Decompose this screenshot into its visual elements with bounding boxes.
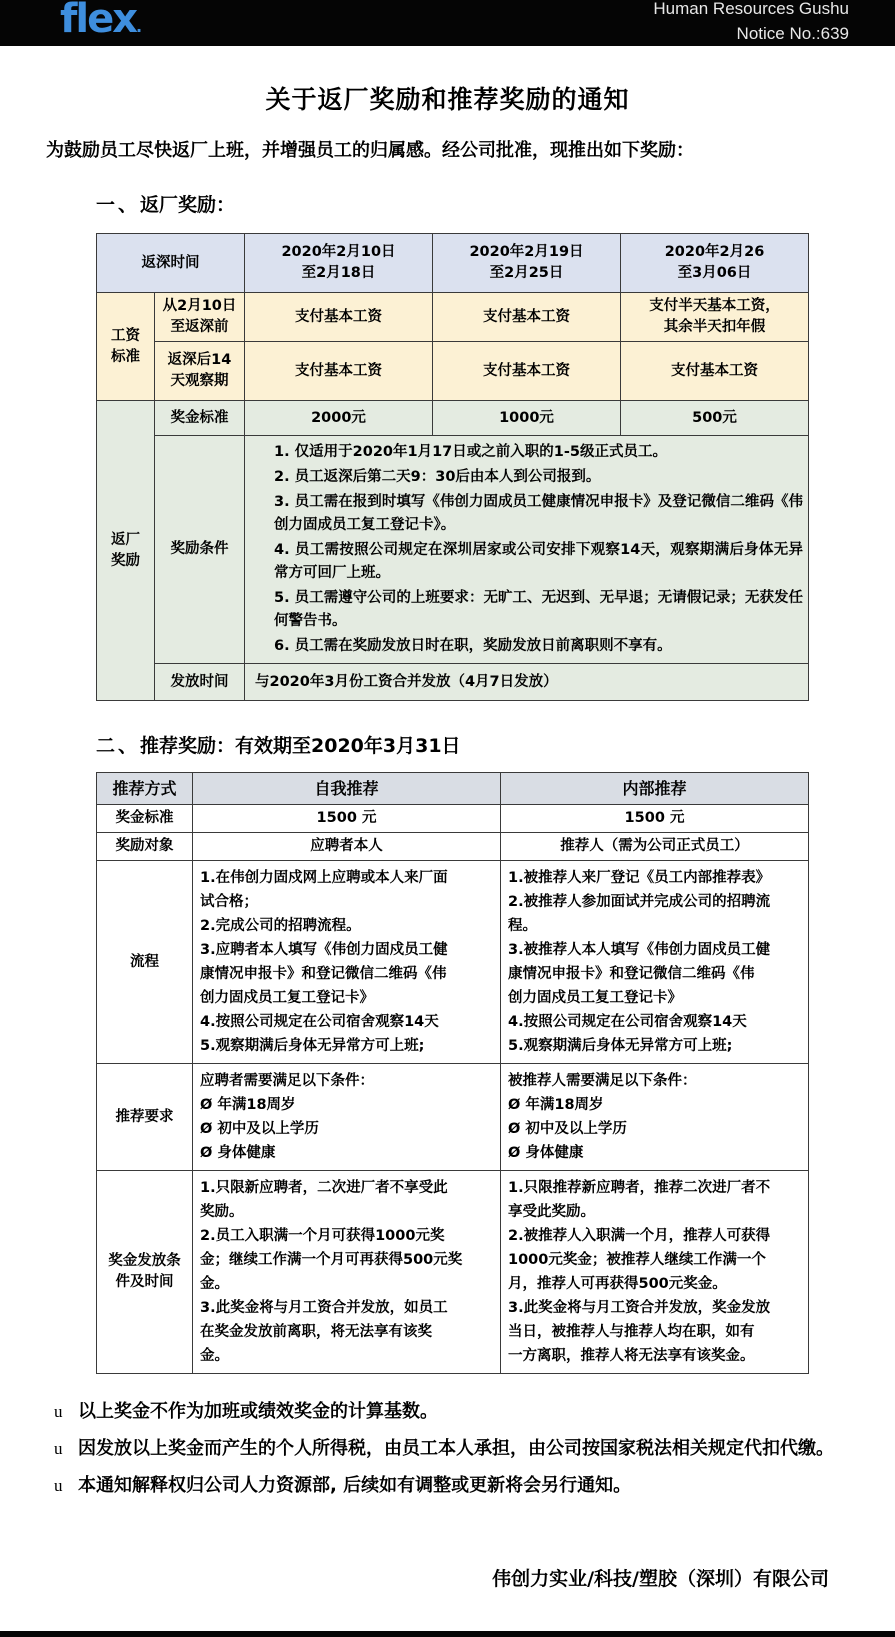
bonus-standard-label: 奖金标准 [155,401,245,436]
conditions-cell [245,436,809,664]
payout-line: 1000元奖金；被推荐人继续工作满一个 [508,1252,766,1268]
wage-row1-col3-line2: 其余半天扣年假 [663,319,766,335]
wage-row2-col1: 支付基本工资 [245,342,433,401]
payout-line: 1.只限推荐新应聘者，推荐二次进厂者不 [508,1180,771,1196]
section2-number: 二、 [96,735,141,757]
col2-line2: 至2月25日 [489,265,564,281]
document-body [0,80,895,1591]
list-item: 1. 仅适用于2020年1月17日或之前入职的1-5级正式员工。 [274,444,667,460]
table-row [97,833,809,861]
referral-header-internal: 内部推荐 [501,773,809,805]
col3-line2: 至3月06日 [677,265,752,281]
department-line: Human Resources Gushu [653,0,849,18]
referral-process-self [193,861,501,1064]
list-item: 5. 员工需遵守公司的上班要求：无旷工、无迟到、无早退；无请假记录；无获发任何警告书。 [274,590,803,629]
payout-line: 金；继续工作满一个月可再获得500元奖 [200,1252,463,1268]
process-line: 2.完成公司的招聘流程。 [200,918,361,934]
list-item: 6. 员工需在奖励发放日时在职，奖励发放日前离职则不享有。 [274,638,672,654]
conditions-list [250,441,803,658]
referral-payout-label [97,1171,193,1374]
notice-number-line: Notice No.:639 [736,24,849,43]
table-row [97,436,809,664]
wage-label-line2: 标准 [111,348,140,365]
intro-paragraph: 为鼓励员工尽快返厂上班，并增强员工的归属感。经公司批准，现推出如下奖励： [46,140,694,161]
table-row [97,1171,809,1374]
table-row [97,342,809,401]
payout-label-line2: 件及时间 [115,1274,174,1290]
list-item: 2. 员工返深后第二天9：30后由本人到公司报到。 [274,469,601,485]
conditions-label: 奖励条件 [155,436,245,664]
note-item [52,1398,843,1426]
process-line: 康情况申报卡》和登记微信二维码《伟 [508,966,755,982]
bonus-standard-col3: 500元 [621,401,809,436]
requirement-line: Ø 初中及以上学历 [508,1121,627,1137]
referral-process-internal [501,861,809,1064]
return-bonus-table [96,233,809,701]
payout-line: 当日，被推荐人与推荐人均在职，如有 [508,1324,755,1340]
process-line: 5.观察期满后身体无异常方可上班; [508,1038,733,1054]
referral-process-label: 流程 [97,861,193,1064]
process-line: 2.被推荐人参加面试并完成公司的招聘流 [508,894,771,910]
payout-line: 3.此奖金将与月工资合并发放，如员工 [200,1300,448,1316]
wage-row1-col2: 支付基本工资 [433,293,621,342]
bonus-group-label [97,401,155,701]
process-line: 1.被推荐人来厂登记《员工内部推荐表》 [508,870,771,886]
wage-row2-label-line2: 天观察期 [170,373,229,389]
process-line: 3.被推荐人本人填写《伟创力固戍员工健 [508,942,771,958]
payout-line: 2.被推荐人入职满一个月，推荐人可获得 [508,1228,771,1244]
referral-bonus-self: 1500 元 [193,805,501,833]
referral-bonus-label: 奖金标准 [97,805,193,833]
payout-time-label: 发放时间 [155,664,245,701]
payout-line: 月，推荐人可再获得500元奖金。 [508,1276,727,1292]
page-title: 关于返厂奖励和推荐奖励的通知 [265,85,630,114]
bonus-label-line2: 奖励 [111,552,140,569]
note-text: 以上奖金不作为加班或绩效奖金的计算基数。 [78,1401,438,1422]
referral-requirements-self [193,1064,501,1171]
col2-line1: 2020年2月19日 [469,244,584,260]
note-item [52,1472,843,1500]
header-meta [653,0,849,46]
referral-header-self: 自我推荐 [193,773,501,805]
payout-line: 金。 [200,1276,229,1292]
col1-line2: 至2月18日 [301,265,376,281]
page-header [0,0,895,46]
payout-line: 一方离职，推荐人将无法享有该奖金。 [508,1348,755,1364]
section2-heading [96,731,877,758]
referral-payout-self [193,1171,501,1374]
payout-line: 2.员工入职满一个月可获得1000元奖 [200,1228,445,1244]
table-row [97,861,809,1064]
payout-line: 在奖金发放前离职，将无法享有该奖 [200,1324,432,1340]
requirement-line: Ø 身体健康 [508,1145,584,1161]
flex-logo [60,0,140,50]
wage-row1-label-line1: 从2月10日 [162,298,237,314]
requirement-line: Ø 身体健康 [200,1145,276,1161]
process-line: 创力固戍员工复工登记卡》 [200,990,374,1006]
bonus-label-line1: 返厂 [111,531,140,548]
process-line: 1.在伟创力固戍网上应聘或本人来厂面 [200,870,448,886]
wage-row2-col3: 支付基本工资 [621,342,809,401]
section2-title: 推荐奖励：有效期至2020年3月31日 [140,735,461,757]
referral-recipient-label: 奖励对象 [97,833,193,861]
payout-line: 1.只限新应聘者，二次进厂者不享受此 [200,1180,448,1196]
table-row [97,234,809,293]
wage-row2-label [155,342,245,401]
wage-group-label [97,293,155,401]
list-item: 4. 员工需按照公司规定在深圳居家或公司安排下观察14天，观察期满后身体无异常方可回厂上班。 [274,542,803,581]
wage-row1-label-line2: 至返深前 [170,319,229,335]
bonus-standard-col1: 2000元 [245,401,433,436]
note-bullet-glyph: u [54,1476,63,1495]
payout-line: 3.此奖金将与月工资合并发放，奖金发放 [508,1300,771,1316]
table-row [97,1064,809,1171]
process-line: 试合格； [200,894,258,910]
wage-row2-label-line1: 返深后14 [167,352,232,368]
note-text: 本通知解释权归公司人力资源部, 后续如有调整或更新将会另行通知。 [78,1475,632,1496]
section1-title: 返厂奖励： [140,194,236,216]
payout-time-value: 与2020年3月份工资合并发放（4月7日发放） [245,664,809,701]
wage-row1-col1: 支付基本工资 [245,293,433,342]
footer-bar [0,1631,895,1637]
footer-notes [52,1398,843,1500]
process-line: 程。 [508,918,537,934]
logo-text: flex [60,0,137,42]
list-item: 3. 员工需在报到时填写《伟创力固成员工健康情况申报卡》及登记微信二维码《伟创力固成员工复工登记卡》。 [274,494,803,533]
column-header-1 [245,234,433,293]
corner-label: 返深时间 [97,234,245,293]
payout-label-line1: 奖金发放条 [108,1253,181,1269]
process-line: 5.观察期满后身体无异常方可上班; [200,1038,425,1054]
section1-heading [96,190,877,217]
col1-line1: 2020年2月10日 [281,244,396,260]
wage-row2-col2: 支付基本工资 [433,342,621,401]
table-row [97,401,809,436]
column-header-3 [621,234,809,293]
table-row [97,773,809,805]
note-bullet-glyph: u [54,1439,63,1458]
section1-number: 一、 [96,194,141,216]
requirement-line: Ø 年满18周岁 [200,1097,296,1113]
referral-bonus-table [96,772,809,1374]
table-row [97,293,809,342]
note-text: 因发放以上奖金而产生的个人所得税，由员工本人承担，由公司按国家税法相关规定代扣代缴。 [78,1438,834,1459]
col3-line1: 2020年2月26 [664,244,765,260]
referral-recipient-internal: 推荐人（需为公司正式员工） [501,833,809,861]
wage-row1-col3-line1: 支付半天基本工资， [649,298,780,314]
referral-requirements-label: 推荐要求 [97,1064,193,1171]
referral-payout-internal [501,1171,809,1374]
referral-header-method: 推荐方式 [97,773,193,805]
payout-line: 享受此奖励。 [508,1204,595,1220]
referral-requirements-internal [501,1064,809,1171]
referral-bonus-internal: 1500 元 [501,805,809,833]
wage-row1-col3 [621,293,809,342]
wage-label-line1: 工资 [111,327,140,344]
requirement-line: 应聘者需要满足以下条件： [200,1073,374,1089]
requirement-line: Ø 初中及以上学历 [200,1121,319,1137]
note-item [52,1435,843,1463]
column-header-2 [433,234,621,293]
bonus-standard-col2: 1000元 [433,401,621,436]
requirement-line: Ø 年满18周岁 [508,1097,604,1113]
table-row [97,805,809,833]
process-line: 康情况申报卡》和登记微信二维码《伟 [200,966,447,982]
logo-dot: . [136,17,141,36]
process-line: 4.按照公司规定在公司宿舍观察14天 [508,1014,747,1030]
company-signature: 伟创力实业/科技/塑胶（深圳）有限公司 [492,1568,829,1590]
process-line: 创力固戍员工复工登记卡》 [508,990,682,1006]
process-line: 3.应聘者本人填写《伟创力固戍员工健 [200,942,448,958]
wage-row1-label [155,293,245,342]
payout-line: 金。 [200,1348,229,1364]
payout-line: 奖励。 [200,1204,244,1220]
referral-recipient-self: 应聘者本人 [193,833,501,861]
note-bullet-glyph: u [54,1402,63,1421]
process-line: 4.按照公司规定在公司宿舍观察14天 [200,1014,439,1030]
requirement-line: 被推荐人需要满足以下条件： [508,1073,697,1089]
table-row [97,664,809,701]
